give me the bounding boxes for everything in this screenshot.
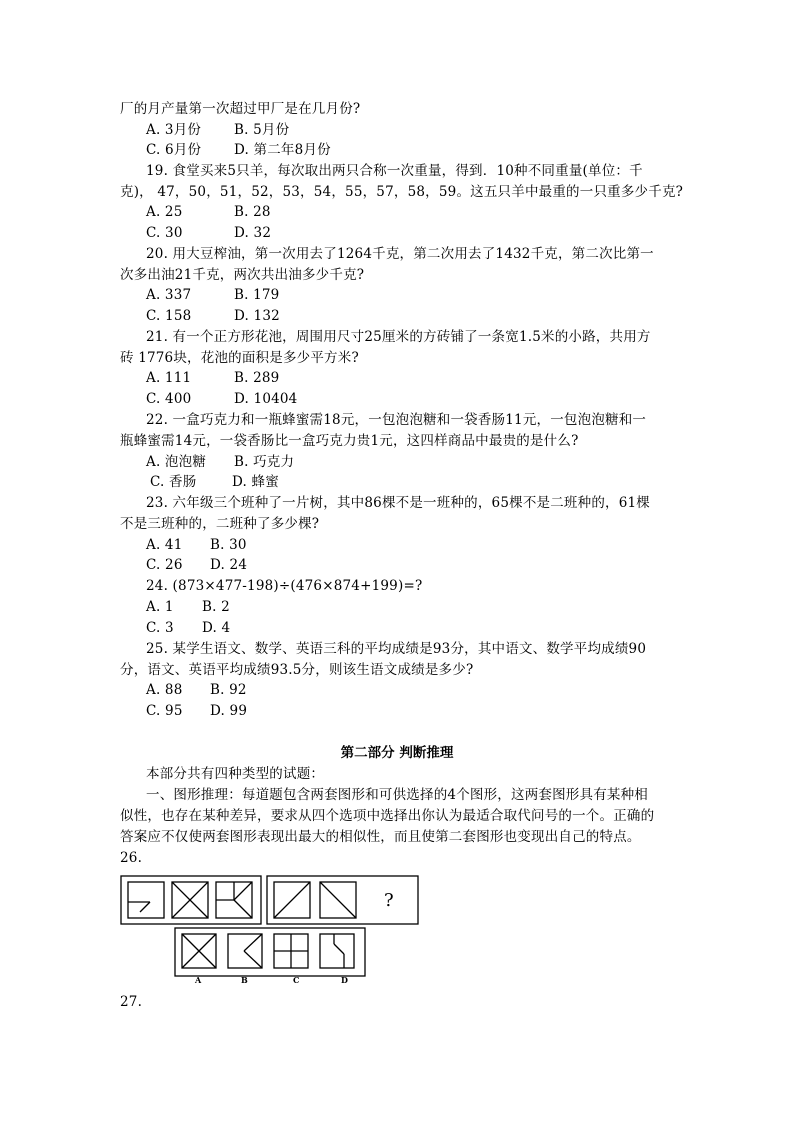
- q20-line1: 20. 用大豆榨油，第一次用去了1264千克，第二次用去了1432千克，第二次比第一: [146, 246, 654, 262]
- q21-line1: 21. 有一个正方形花池，周围用尺寸25厘米的方砖铺了一条宽1.5米的小路，共用方: [146, 329, 651, 345]
- set1-figure1: [128, 882, 164, 918]
- option-a: A. 88: [146, 682, 183, 698]
- option-b-figure: [228, 934, 262, 968]
- q21-options-row1: [146, 368, 280, 388]
- option-a: A. 337: [146, 287, 192, 303]
- option-label-b: B: [241, 975, 248, 984]
- set2-figure2: [320, 882, 356, 918]
- option-label-a: A: [195, 975, 202, 984]
- option-b: B. 289: [234, 370, 280, 386]
- part2-intro: 本部分共有四种类型的试题：: [146, 766, 325, 782]
- set1-figure2: [172, 882, 208, 918]
- option-b: B. 30: [210, 537, 247, 553]
- q19-line1: 19. 食堂买来5只羊，每次取出两只合称一次重量，得到．10种不同重量(单位：千: [146, 163, 643, 179]
- q24-options-row2: [146, 618, 231, 638]
- q19-line2: 克)， 47，50，51，52，53，54，55，57，58，59。这五只羊中最重的一只重多少千克?: [120, 184, 684, 200]
- q22-options-row2: [150, 472, 279, 492]
- q20-options-row2: [146, 306, 280, 326]
- q23-line2: 不是三班种的，二班种了多少棵?: [120, 516, 320, 532]
- option-label-d: D: [341, 975, 348, 984]
- q18-options-row2: [146, 140, 331, 160]
- q18-text: 厂的月产量第一次超过甲厂是在几月份?: [120, 101, 361, 117]
- option-c: C. 6月份: [146, 142, 202, 158]
- q25-line2: 分，语文、英语平均成绩93.5分，则该生语文成绩是多少?: [120, 662, 474, 678]
- option-c: C. 3: [146, 620, 174, 636]
- option-c-figure: [274, 934, 308, 968]
- q25-options-row2: [146, 701, 248, 721]
- option-d: D. 蜂蜜: [232, 474, 279, 490]
- q24-options-row1: [146, 597, 230, 617]
- q25-options-row1: [146, 680, 247, 700]
- figure-options-frame: [175, 928, 365, 976]
- option-a: A. 111: [146, 370, 192, 386]
- part2-para-line1: 一、图形推理：每道题包含两套图形和可供选择的4个图形，这两套图形具有某种相: [146, 787, 648, 803]
- q22-line2: 瓶蜂蜜需14元，一袋香肠比一盒巧克力贵1元，这四样商品中最贵的是什么?: [120, 433, 579, 449]
- q24-line1: 24. (873×477-198)÷(476×874+199)=?: [146, 578, 423, 594]
- option-a: A. 泡泡糖: [146, 454, 207, 470]
- option-d: D. 32: [234, 225, 272, 241]
- figure-set1-frame: [121, 876, 261, 924]
- option-a: A. 1: [146, 599, 174, 615]
- option-label-c: C: [293, 975, 300, 984]
- option-c: C. 26: [146, 557, 183, 573]
- q23-line1: 23. 六年级三个班种了一片树，其中86棵不是一班种的，65棵不是二班种的，61棵: [146, 495, 650, 511]
- part2-para-line2: 似性，也存在某种差异，要求从四个选项中选择出你认为最适合取代问号的一个。正确的: [120, 808, 655, 824]
- q21-options-row2: [146, 389, 298, 409]
- q26-figure: [120, 872, 420, 984]
- q27-label: 27.: [120, 994, 143, 1010]
- option-a: A. 41: [146, 537, 183, 553]
- option-b: B. 巧克力: [234, 454, 295, 470]
- question-mark: ?: [384, 890, 394, 911]
- option-a-figure: [182, 934, 216, 968]
- section-heading: 第二部分 判断推理: [340, 745, 454, 761]
- set2-figure1: [274, 882, 310, 918]
- figure-set2-frame: [267, 876, 418, 924]
- option-c: C. 30: [146, 225, 183, 241]
- option-d: D. 10404: [234, 391, 298, 407]
- q20-options-row1: [146, 285, 280, 305]
- q26-label: 26.: [120, 850, 143, 866]
- option-a: A. 25: [146, 204, 183, 220]
- q19-options-row1: [146, 202, 271, 222]
- option-b: B. 92: [210, 682, 247, 698]
- q20-line2: 次多出油21千克，两次共出油多少千克?: [120, 267, 365, 283]
- set1-figure3: [216, 882, 252, 918]
- part2-para-line3: 答案应不仅使两套图形表现出最大的相似性，而且使第二套图形也变现出自己的特点。: [120, 829, 641, 845]
- option-c: C. 400: [146, 391, 192, 407]
- q22-line1: 22. 一盒巧克力和一瓶蜂蜜需18元，一包泡泡糖和一袋香肠11元，一包泡泡糖和一: [146, 412, 647, 428]
- option-c: C. 158: [146, 308, 192, 324]
- option-d-figure: [320, 934, 354, 968]
- q19-options-row2: [146, 223, 272, 243]
- q23-options-row1: [146, 535, 247, 555]
- q22-options-row1: [146, 452, 295, 472]
- option-c: C. 95: [146, 703, 183, 719]
- option-d: D. 24: [210, 557, 248, 573]
- q21-line2: 砖 1776块，花池的面积是多少平方米?: [120, 350, 359, 366]
- option-b: B. 2: [202, 599, 230, 615]
- q25-line1: 25. 某学生语文、数学、英语三科的平均成绩是93分，其中语文、数学平均成绩90: [146, 641, 647, 657]
- q18-options-row1: [146, 120, 290, 140]
- option-d: D. 4: [202, 620, 231, 636]
- option-d: D. 132: [234, 308, 280, 324]
- q23-options-row2: [146, 555, 248, 575]
- option-a: A. 3月份: [146, 122, 202, 138]
- option-b: B. 5月份: [234, 122, 290, 138]
- option-b: B. 28: [234, 204, 271, 220]
- option-d: D. 第二年8月份: [234, 142, 331, 158]
- option-b: B. 179: [234, 287, 280, 303]
- option-d: D. 99: [210, 703, 248, 719]
- option-c: C. 香肠: [150, 474, 197, 490]
